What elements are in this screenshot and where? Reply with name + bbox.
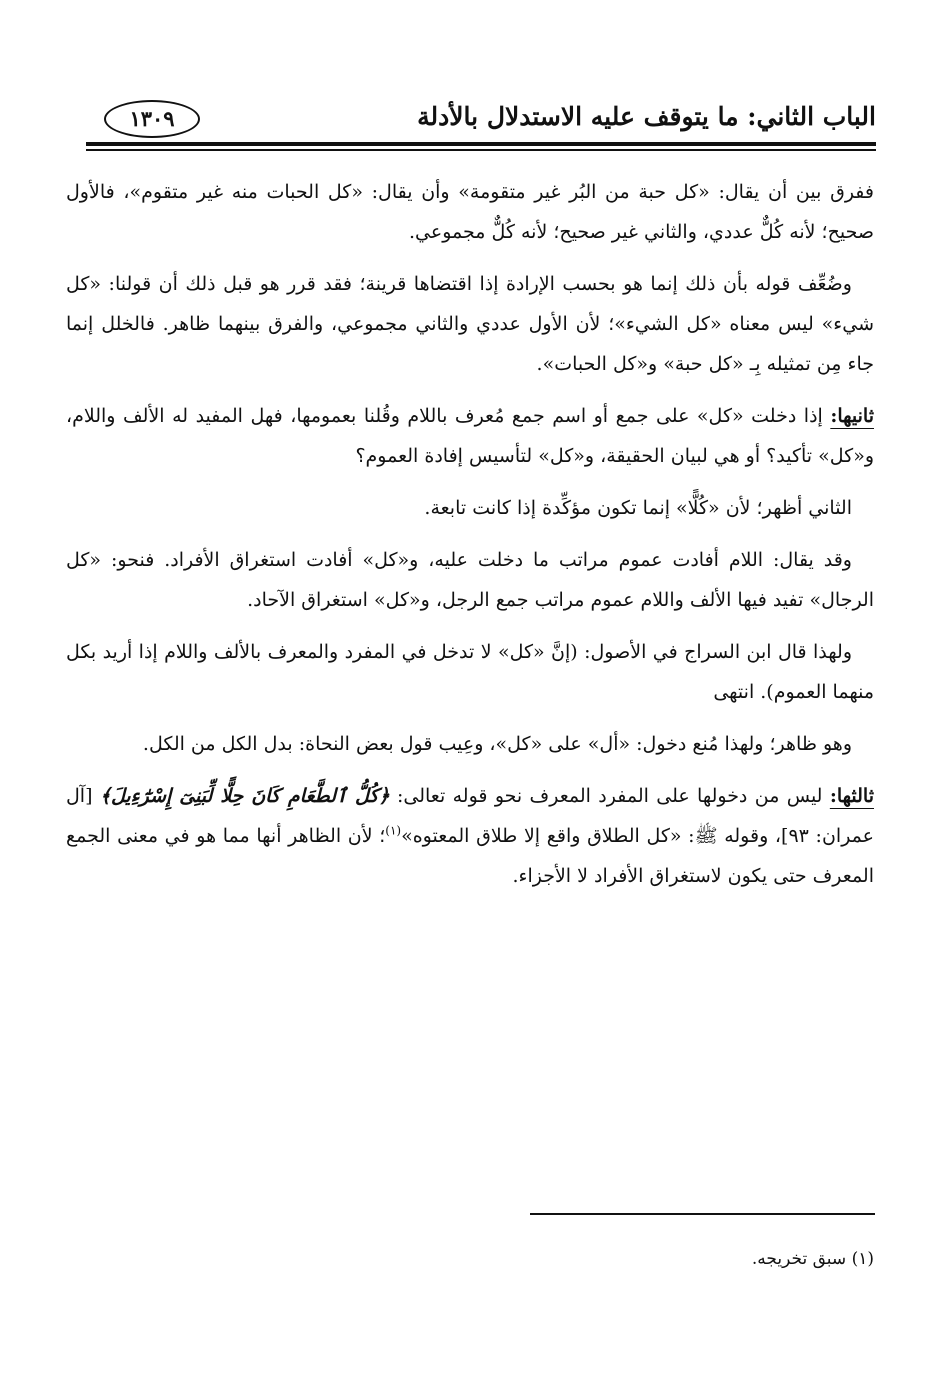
- paragraph-7: وهو ظاهر؛ ولهذا مُنع دخول: «أل» على «كل»، وعِيب قول بعض النحاة: بدل الكل من الكل.: [142, 733, 852, 755]
- paragraph-5: وقد يقال: اللام أفادت عموم مراتب ما دخلت عليه، و«كل» أفادت استغراق الأفراد. فنحو: «كل الرجال» تفيد فيها الألف واللام عموم مراتب جمع الرجل، و«كل» استغراق الآحاد.: [66, 549, 874, 611]
- paragraph-3-text: إذا دخلت «كل» على جمع أو اسم جمع مُعرف باللام وقُلنا بعمومها، فهل المفيد له الألف واللام، و«كل» تأكيد؟ أو هي لبيان الحقيقة، و«كل» لتأسيس إفادة العموم؟: [66, 405, 874, 467]
- paragraph-6: ولهذا قال ابن السراج في الأصول: (إنَّ «كل» لا تدخل في المفرد والمعرف بالألف واللام إذا أريد بكل منهما العموم). انتهى: [66, 641, 874, 703]
- paragraph-3: [66, 396, 874, 476]
- header-rule-thin: [86, 149, 876, 151]
- paragraph-8-text-c: ؛ لأن الظاهر أنها مما هو في معنى الجمع المعرف حتى يكون لاستغراق الأفراد لا الأجزاء.: [66, 825, 874, 887]
- quran-verse: ﴿كُلُّ ٱلطَّعَامِ كَانَ حِلًّا لِّبَنِىٓ إِسْرَٰٓءِيلَ﴾: [99, 785, 390, 807]
- header-rule: [86, 142, 876, 146]
- chapter-title: الباب الثاني: ما يتوقف عليه الاستدلال بالأدلة: [417, 102, 876, 131]
- lead-word-second: ثانيها:: [830, 405, 874, 427]
- paragraph-1: ففرق بين أن يقال: «كل حبة من البُر غير متقومة» وأن يقال: «كل الحبات منه غير متقوم»، فالأول صحيح؛ لأنه كُلٌّ عددي، والثاني غير صحيح؛ لأنه كُلٌّ مجموعي.: [66, 181, 874, 243]
- running-header: [86, 96, 876, 146]
- paragraph-4: الثاني أظهر؛ لأن «كُلًّا» إنما تكون مؤكِّدة إذا كانت تابعة.: [424, 497, 852, 519]
- footnote-reference[interactable]: (١): [385, 823, 402, 838]
- paragraph-2: وضُعِّف قوله بأن ذلك إنما هو بحسب الإرادة إذا اقتضاها قرينة؛ فقد قرر هو قبل ذلك أن قولنا: «كل شيء» ليس معناه «كل الشيء»؛ لأن الأول عددي والثاني مجموعي، والفرق بينهما ظاهر. فالخلل إنما جاء مِن تمثيله بِـ «كل حبة» و«كل الحبات».: [66, 273, 874, 375]
- footnote-1: (١) سبق تخريجه.: [751, 1249, 874, 1269]
- lead-word-third: ثالثها:: [829, 785, 874, 807]
- page-number: ١٣٠٩: [104, 100, 200, 138]
- footnote-separator: [530, 1213, 875, 1215]
- paragraph-8: [66, 776, 874, 896]
- paragraph-8-text-a: ليس من دخولها على المفرد المعرف نحو قوله تعالى:: [389, 785, 830, 807]
- paragraph-8-text-b: [آل عمران: ٩٣]، وقوله ﷺ: «كل الطلاق واقع إلا طلاق المعتوه»: [66, 785, 874, 847]
- main-text: [66, 172, 874, 908]
